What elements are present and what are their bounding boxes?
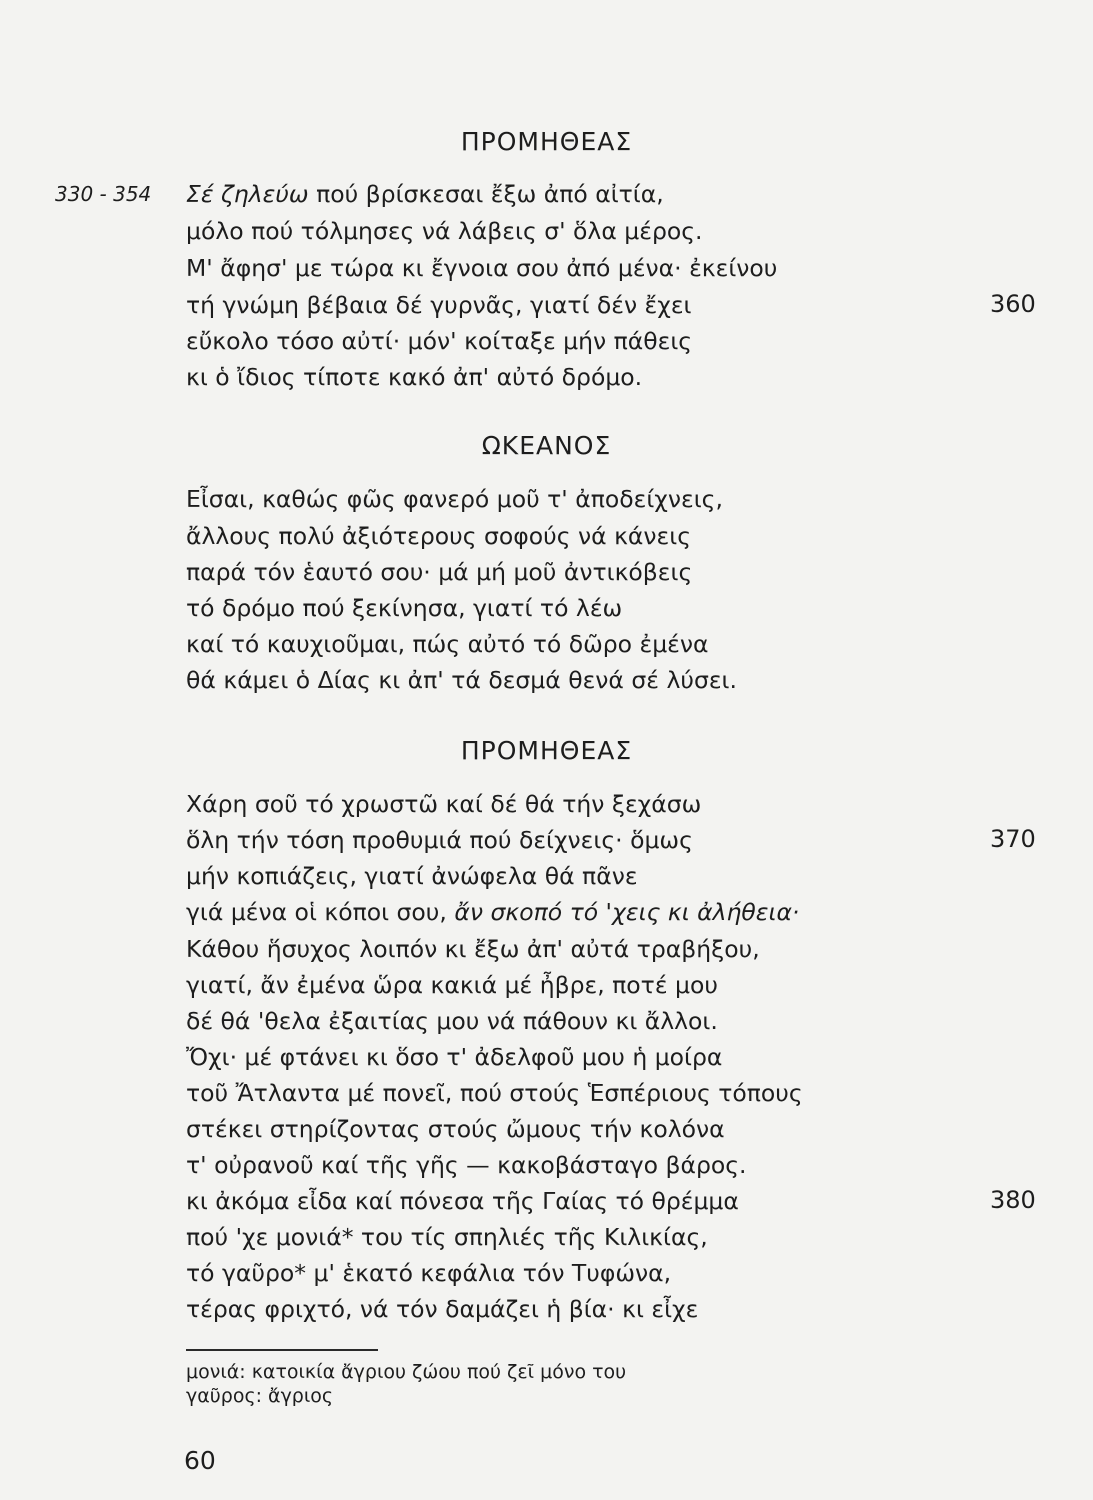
verse-line: κι ἀκόμα εἶδα καί πόνεσα τῆς Γαίας τό θρέμμα bbox=[186, 1187, 739, 1215]
speaker-heading: ΠΡΟΜΗΘΕΑΣ bbox=[460, 127, 633, 156]
verse-italic: Σέ ζηλεύω bbox=[186, 180, 309, 208]
verse-line: πού 'χε μονιά* του τίς σπηλιές τῆς Κιλικίας, bbox=[186, 1223, 708, 1251]
verse-line: Κάθου ἥσυχος λοιπόν κι ἔξω ἀπ' αὐτά τραβήξου, bbox=[186, 935, 760, 963]
verse-line bbox=[186, 180, 664, 208]
line-number: 370 bbox=[990, 825, 1036, 853]
verse-line: γιατί, ἄν ἐμένα ὥρα κακιά μέ ἦβρε, ποτέ μου bbox=[186, 971, 718, 999]
verse-line: τέρας φριχτό, νά τόν δαμάζει ἡ βία· κι εἶχε bbox=[186, 1295, 699, 1323]
verse-line: εὔκολο τόσο αὐτί· μόν' κοίταξε μήν πάθεις bbox=[186, 327, 693, 355]
verse-line: Μ' ἄφησ' με τώρα κι ἔγνοια σου ἀπό μένα· ἐκείνου bbox=[186, 254, 778, 282]
footnote: γαῦρος: ἄγριος bbox=[186, 1385, 334, 1407]
verse-italic: ἄν σκοπό τό 'χεις κι ἀλήθεια· bbox=[454, 898, 800, 926]
verse-line: τοῦ Ἄτλαντα μέ πονεῖ, πού στούς Ἑσπέριους τόπους bbox=[186, 1079, 803, 1107]
verse-line: θά κάμει ὁ Δίας κι ἀπ' τά δεσμά θενά σέ λύσει. bbox=[186, 666, 737, 694]
footnote-divider bbox=[186, 1349, 378, 1351]
verse-line: Ὄχι· μέ φτάνει κι ὅσο τ' ἀδελφοῦ μου ἡ μοίρα bbox=[186, 1043, 723, 1071]
verse-text: πού βρίσκεσαι ἔξω ἀπό αἰτία, bbox=[308, 180, 664, 208]
verse-line: Εἶσαι, καθώς φῶς φανερό μοῦ τ' ἀποδείχνεις, bbox=[186, 485, 723, 513]
page-number: 60 bbox=[184, 1446, 216, 1475]
speaker-heading: ΩΚΕΑΝΟΣ bbox=[481, 431, 612, 460]
verse-line: καί τό καυχιοῦμαι, πώς αὐτό τό δῶρο ἐμένα bbox=[186, 630, 709, 658]
verse-text: γιά μένα οἱ κόποι σου, bbox=[186, 898, 455, 926]
verse-line: τό δρόμο πού ξεκίνησα, γιατί τό λέω bbox=[186, 594, 623, 622]
verse-line: τό γαῦρο* μ' ἑκατό κεφάλια τόν Τυφώνα, bbox=[186, 1259, 672, 1287]
verse-line: ὅλη τήν τόση προθυμιά πού δείχνεις· ὅμως bbox=[186, 826, 693, 854]
verse-line: τή γνώμη βέβαια δέ γυρνᾶς, γιατί δέν ἔχει bbox=[186, 291, 692, 319]
verse-line: κι ὁ ἴδιος τίποτε κακό ἀπ' αὐτό δρόμο. bbox=[186, 363, 643, 391]
line-range-reference: 330 - 354 bbox=[55, 182, 152, 206]
verse-line: στέκει στηρίζοντας στούς ὤμους τήν κολόνα bbox=[186, 1115, 725, 1143]
line-number: 360 bbox=[990, 290, 1036, 318]
verse-line: δέ θά 'θελα ἐξαιτίας μου νά πάθουν κι ἄλλοι. bbox=[186, 1007, 718, 1035]
verse-line: παρά τόν ἑαυτό σου· μά μή μοῦ ἀντικόβεις bbox=[186, 558, 693, 586]
verse-line bbox=[186, 898, 799, 926]
line-number: 380 bbox=[990, 1186, 1036, 1214]
footnote: μονιά: κατοικία ἄγριου ζώου πού ζεῖ μόνο του bbox=[186, 1361, 627, 1383]
verse-line: ἄλλους πολύ ἀξιότερους σοφούς νά κάνεις bbox=[186, 522, 691, 550]
verse-line: μήν κοπιάζεις, γιατί ἀνώφελα θά πᾶνε bbox=[186, 862, 638, 890]
verse-line: μόλο πού τόλμησες νά λάβεις σ' ὅλα μέρος. bbox=[186, 217, 703, 245]
speaker-heading: ΠΡΟΜΗΘΕΑΣ bbox=[460, 736, 633, 765]
verse-line: τ' οὐρανοῦ καί τῆς γῆς — κακοβάσταγο βάρος. bbox=[186, 1151, 747, 1179]
verse-line: Χάρη σοῦ τό χρωστῶ καί δέ θά τήν ξεχάσω bbox=[186, 790, 702, 818]
